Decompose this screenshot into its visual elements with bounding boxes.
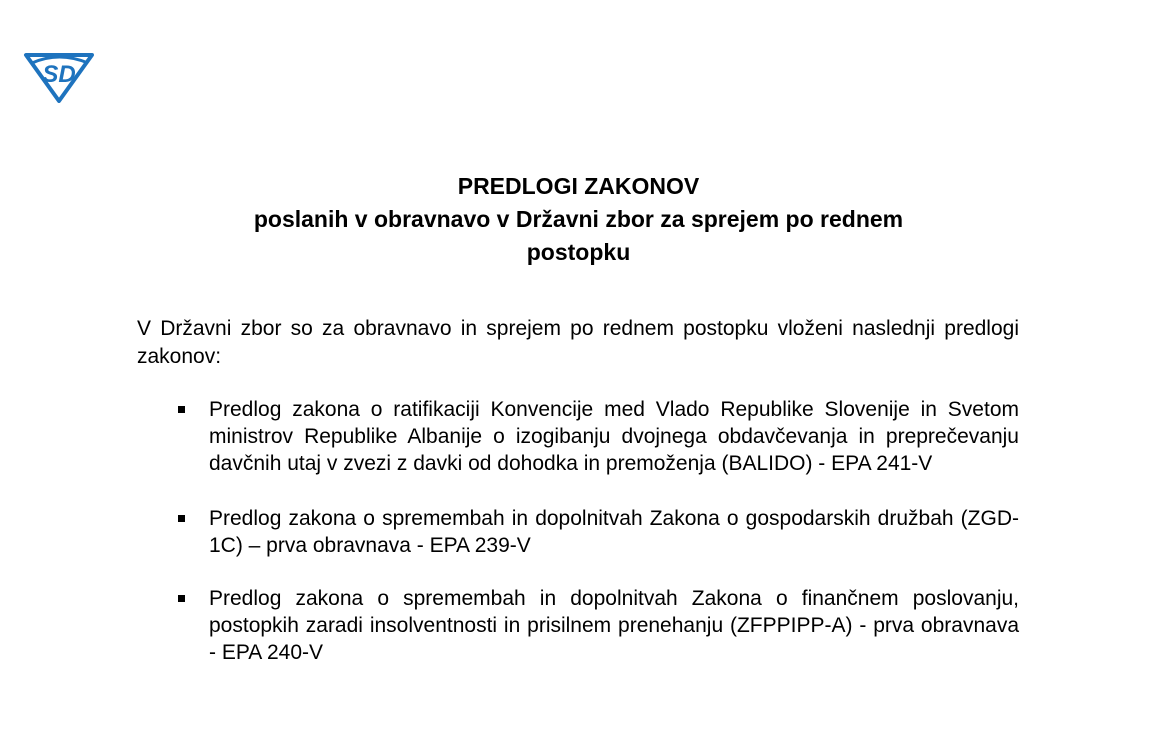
square-bullet-icon [178, 595, 185, 602]
list-item-text: Predlog zakona o spremembah in dopolnitvah Zakona o finančnem poslovanju, postopkih zaradi insolventnosti in prisilnem prenehanju (ZFPPIPP-A) - prva obravnava - EPA 240-V [209, 587, 1019, 664]
title-line-3: postopku [526, 239, 631, 265]
list-item [137, 585, 1019, 666]
document-title [140, 170, 1017, 269]
square-bullet-icon [178, 406, 185, 413]
title-line-2: poslanih v obravnavo v Državni zbor za sprejem po rednem [253, 206, 904, 232]
logo-letters: SD [42, 61, 76, 88]
list-item [137, 505, 1019, 559]
intro-paragraph: V Državni zbor so za obravnavo in sprejem po rednem postopku vloženi naslednji predlogi zakonov: [137, 317, 1019, 368]
list-item [137, 396, 1019, 477]
list-item-text: Predlog zakona o ratifikaciji Konvencije med Vlado Republike Slovenije in Svetom ministrov Republike Albanije o izogibanju dvojnega obdavčevanja in preprečevanju davčnih utaj v zvezi z davki od dohodka in premoženja (BALIDO) - EPA 241-V [209, 398, 1019, 475]
sd-logo [22, 49, 96, 103]
square-bullet-icon [178, 515, 185, 522]
list-item-text: Predlog zakona o spremembah in dopolnitvah Zakona o gospodarskih družbah (ZGD-1C) – prva obravnava - EPA 239-V [209, 507, 1019, 557]
bill-list [137, 396, 1019, 694]
title-line-1: PREDLOGI ZAKONOV [457, 173, 700, 199]
